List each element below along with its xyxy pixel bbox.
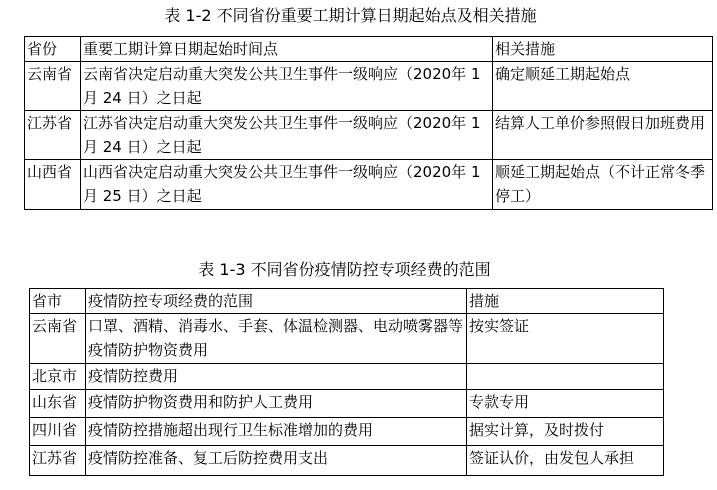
table-epidemic-funds xyxy=(29,288,664,476)
table-cell-fund-scope: 疫情防控费用 xyxy=(86,364,467,390)
table-cell-city: 山东省 xyxy=(30,390,86,418)
table-cell-measures: 专款专用 xyxy=(467,390,664,418)
header-cell-start-time: 重要工期计算日期起始时间点 xyxy=(81,37,493,62)
table-cell-city: 北京市 xyxy=(30,364,86,390)
table-cell-measures: 按实签证 xyxy=(467,314,664,364)
table-row xyxy=(25,62,713,111)
table-cell-city: 江苏省 xyxy=(30,446,86,476)
table-row xyxy=(30,418,664,446)
table-cell-province: 云南省 xyxy=(25,62,81,111)
table-cell-province: 江苏省 xyxy=(25,111,81,160)
table-header-row xyxy=(25,37,713,62)
table-cell-fund-scope: 疫情防护物资费用和防护人工费用 xyxy=(86,390,467,418)
table-cell-measures: 确定顺延工期起始点 xyxy=(493,62,713,111)
table-cell-province: 山西省 xyxy=(25,160,81,210)
table-cell-fund-scope: 疫情防控措施超出现行卫生标准增加的费用 xyxy=(86,418,467,446)
table-cell-fund-scope: 口罩、酒精、消毒水、手套、体温检测器、电动喷雾器等疫情防护物资费用 xyxy=(86,314,467,364)
table-row xyxy=(30,364,664,390)
table-cell-measures: 签证认价，由发包人承担 xyxy=(467,446,664,476)
header-cell-province: 省份 xyxy=(25,37,81,62)
table-row xyxy=(30,390,664,418)
table-cell-measures: 据实计算，及时拨付 xyxy=(467,418,664,446)
table-cell-measures: 结算人工单价参照假日加班费用 xyxy=(493,111,713,160)
table-cell-city: 云南省 xyxy=(30,314,86,364)
table-cell-city: 四川省 xyxy=(30,418,86,446)
table-cell-start-time: 山西省决定启动重大突发公共卫生事件一级响应（2020年 1 月 25 日）之日起 xyxy=(81,160,493,210)
header-cell-measures: 措施 xyxy=(467,289,664,314)
table-cell-start-time: 云南省决定启动重大突发公共卫生事件一级响应（2020年 1 月 24 日）之日起 xyxy=(81,62,493,111)
table-header-row xyxy=(30,289,664,314)
header-cell-measures: 相关措施 xyxy=(493,37,713,62)
table-cell-fund-scope: 疫情防控准备、复工后防控费用支出 xyxy=(86,446,467,476)
table-construction-period xyxy=(24,36,713,210)
table-row xyxy=(30,446,664,476)
header-cell-city: 省市 xyxy=(30,289,86,314)
table-cell-start-time: 江苏省决定启动重大突发公共卫生事件一级响应（2020年 1 月 24 日）之日起 xyxy=(81,111,493,160)
table2-caption: 表 1-3 不同省份疫情防控专项经费的范围 xyxy=(198,260,491,279)
table-cell-measures xyxy=(467,364,664,390)
table-row xyxy=(25,160,713,210)
table1-caption: 表 1-2 不同省份重要工期计算日期起始点及相关措施 xyxy=(164,6,537,25)
table-row xyxy=(25,111,713,160)
header-cell-fund-scope: 疫情防控专项经费的范围 xyxy=(86,289,467,314)
table-cell-measures: 顺延工期起始点（不计正常冬季停工） xyxy=(493,160,713,210)
table-row xyxy=(30,314,664,364)
